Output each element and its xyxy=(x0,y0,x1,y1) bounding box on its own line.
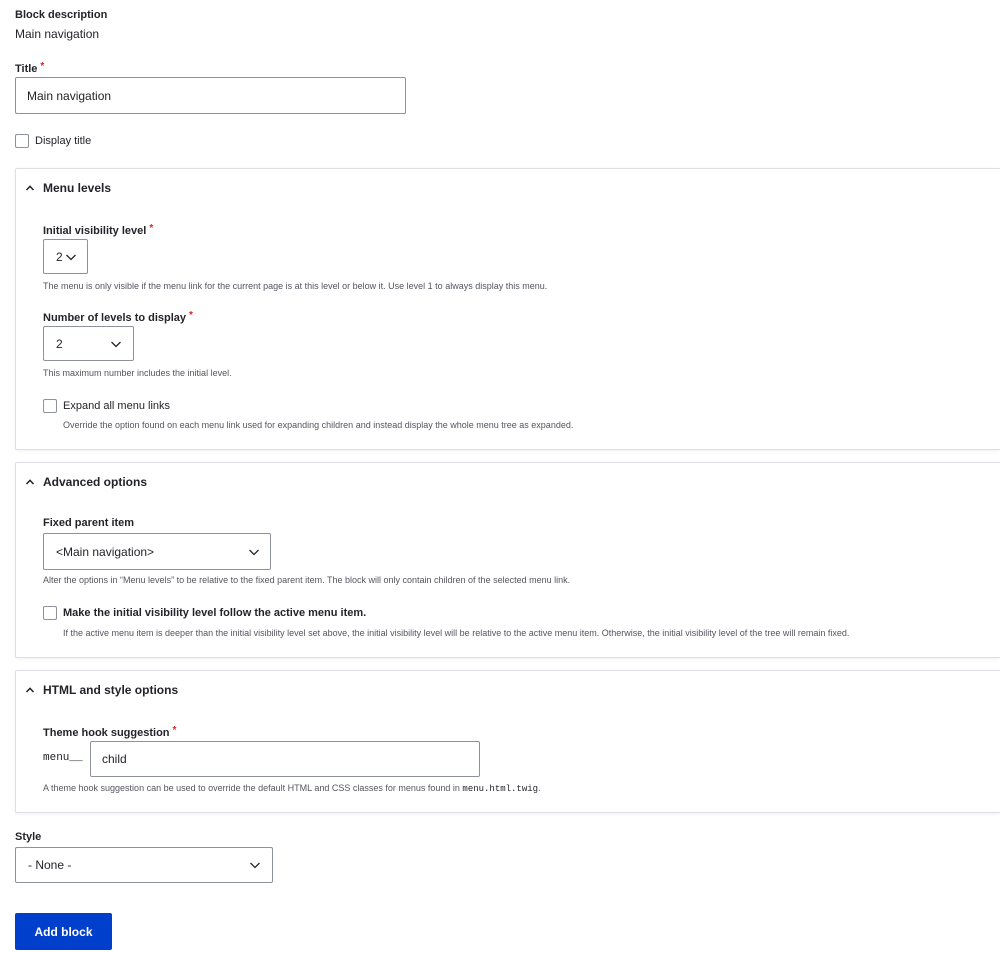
expand-all-label: Expand all menu links xyxy=(63,400,171,412)
fixed-parent-select[interactable] xyxy=(43,533,271,570)
follow-active-description: If the active menu item is deeper than the initial visibility level set above, the initial visibility level will be relative to the active menu item. Otherwise, the initial visibility level of the tree will remain fixed. xyxy=(63,628,850,638)
expand-all-description: Override the option found on each menu link used for expanding children and instead display the whole menu tree as expanded. xyxy=(63,420,574,430)
theme-hook-prefix: menu__ xyxy=(43,752,83,764)
menu-levels-toggle[interactable] xyxy=(25,181,111,195)
chevron-up-icon xyxy=(25,183,35,193)
chevron-up-icon xyxy=(25,477,35,487)
chevron-up-icon xyxy=(25,685,35,695)
levels-to-display-label: Number of levels to display * xyxy=(43,310,193,324)
theme-hook-label: Theme hook suggestion * xyxy=(43,725,177,739)
initial-visibility-label: Initial visibility level * xyxy=(43,223,154,237)
follow-active-checkbox[interactable] xyxy=(43,606,57,620)
display-title-label: Display title xyxy=(35,135,92,147)
follow-active-label: Make the initial visibility level follow the active menu item. xyxy=(63,607,367,619)
initial-visibility-select[interactable] xyxy=(43,239,88,274)
initial-visibility-description: The menu is only visible if the menu link for the current page is at this level or below it. Use level 1 to always display this menu. xyxy=(43,281,548,291)
chevron-down-icon xyxy=(248,547,260,557)
required-marker: * xyxy=(40,61,45,72)
required-marker: * xyxy=(189,310,193,321)
block-description-value: Main navigation xyxy=(15,27,100,41)
display-title-checkbox[interactable] xyxy=(15,134,29,148)
theme-hook-description: A theme hook suggestion can be used to override the default HTML and CSS classes for menus found in menu.html.twig. xyxy=(43,783,541,794)
theme-hook-input[interactable] xyxy=(90,741,480,777)
add-block-button[interactable]: Add block xyxy=(15,913,112,950)
menu-levels-legend: Menu levels xyxy=(43,181,112,195)
style-label: Style xyxy=(15,831,42,843)
advanced-options-legend: Advanced options xyxy=(43,475,148,489)
expand-all-checkbox[interactable] xyxy=(43,399,57,413)
chevron-down-icon xyxy=(249,860,261,870)
required-marker: * xyxy=(172,725,177,736)
theme-hook-template-code: menu.html.twig xyxy=(462,784,539,794)
levels-to-display-description: This maximum number includes the initial level. xyxy=(43,368,232,378)
style-value: - None - xyxy=(28,858,72,872)
fixed-parent-description: Alter the options in “Menu levels” to be relative to the fixed parent item. The block will only contain children of the selected menu link. xyxy=(43,575,571,585)
levels-to-display-select[interactable] xyxy=(43,326,134,361)
chevron-down-icon xyxy=(65,252,77,262)
html-style-options-toggle[interactable] xyxy=(25,683,178,697)
levels-to-display-value: 2 xyxy=(56,336,63,351)
fixed-parent-label: Fixed parent item xyxy=(43,517,135,529)
fixed-parent-value: <Main navigation> xyxy=(56,544,155,559)
advanced-options-toggle[interactable] xyxy=(25,475,147,489)
html-style-options-legend: HTML and style options xyxy=(43,683,179,697)
initial-visibility-value: 2 xyxy=(56,249,63,264)
style-select[interactable] xyxy=(15,847,273,883)
chevron-down-icon xyxy=(110,339,122,349)
title-label: Title * xyxy=(15,61,45,75)
required-marker: * xyxy=(149,223,154,234)
title-input[interactable] xyxy=(15,77,406,114)
block-description-label: Block description xyxy=(15,9,108,21)
